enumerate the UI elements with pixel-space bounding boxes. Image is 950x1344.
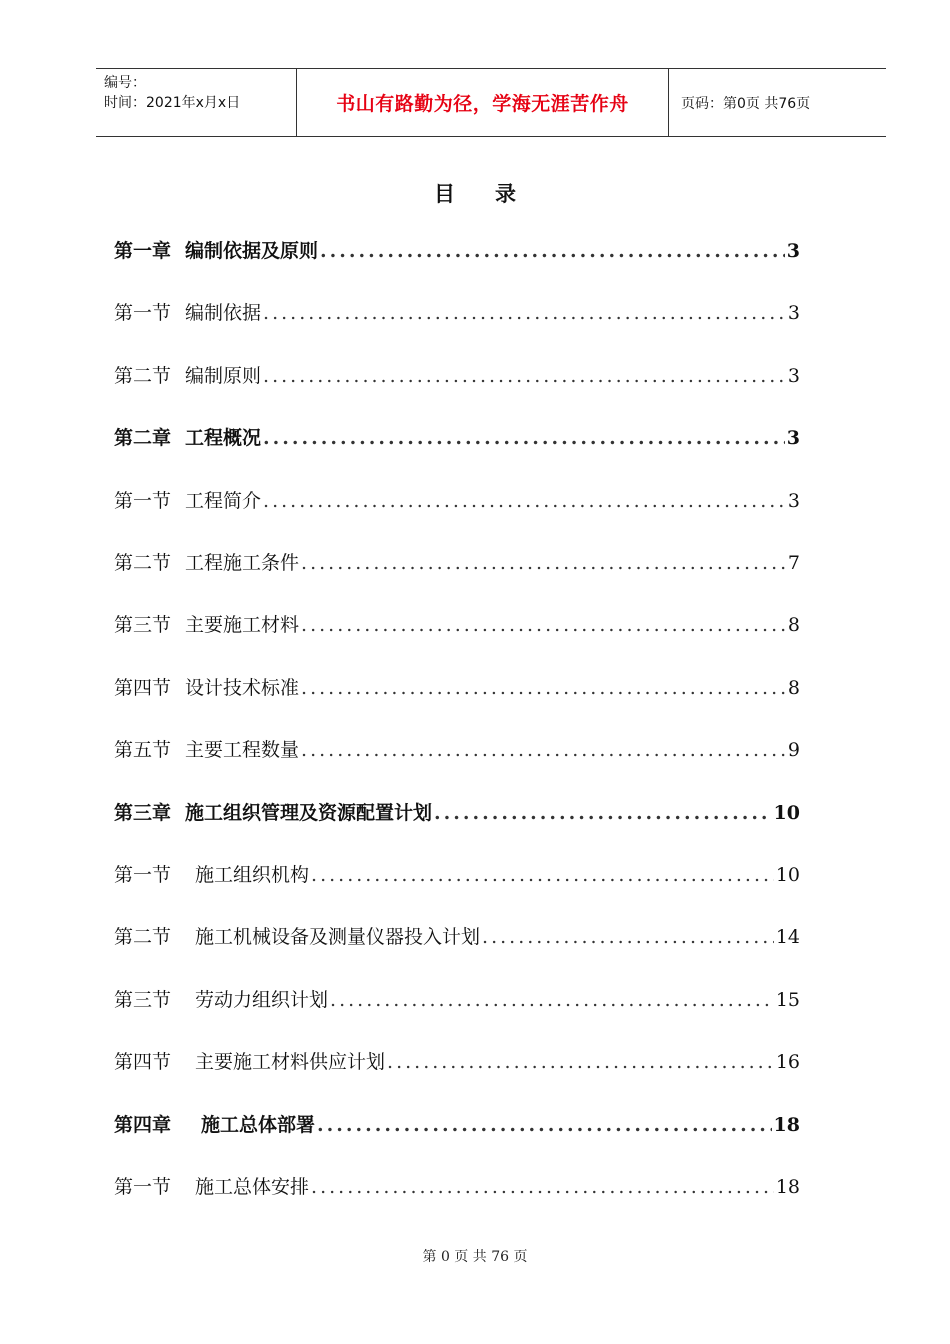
dot-leader bbox=[263, 302, 786, 324]
toc-title bbox=[0, 178, 950, 208]
dot-leader bbox=[263, 490, 786, 512]
dot-leader bbox=[301, 677, 786, 699]
toc-entry-number: 第三章 bbox=[114, 801, 172, 824]
toc-entry-number: 第四节 bbox=[114, 1051, 172, 1074]
page-footer: 第 0 页 共 76 页 bbox=[422, 1249, 528, 1265]
toc-entry[interactable] bbox=[114, 486, 800, 526]
dot-leader bbox=[320, 240, 785, 262]
code-label: 编号： bbox=[104, 75, 146, 91]
toc-entry-number: 第一节 bbox=[114, 1176, 172, 1198]
dot-leader bbox=[330, 989, 774, 1011]
toc-entry-number: 第一章 bbox=[114, 240, 172, 262]
dot-leader bbox=[263, 365, 786, 387]
dot-leader bbox=[434, 802, 772, 824]
toc-entry[interactable] bbox=[114, 798, 800, 838]
toc-entry-name: 工程概况 bbox=[185, 427, 262, 450]
toc-entry-number: 第一节 bbox=[114, 302, 172, 325]
toc-entry-number: 第四节 bbox=[114, 676, 172, 699]
toc-entry-name: 主要工程数量 bbox=[185, 739, 300, 762]
toc-entry-page: 3 bbox=[787, 364, 800, 387]
toc-entry-page: 18 bbox=[775, 1176, 800, 1198]
toc-entry-number: 第二章 bbox=[114, 427, 172, 450]
toc-entry-number: 第二节 bbox=[114, 926, 172, 949]
dot-leader bbox=[387, 1051, 774, 1073]
toc-entry[interactable] bbox=[114, 1172, 800, 1212]
toc-entry[interactable] bbox=[114, 610, 800, 650]
toc-entry-page: 3 bbox=[787, 302, 800, 325]
page-header bbox=[96, 68, 886, 137]
time-label: 时间：2021年x月x日 bbox=[104, 95, 241, 111]
toc-entry[interactable] bbox=[114, 423, 800, 463]
toc-entry-name: 施工组织管理及资源配置计划 bbox=[185, 801, 433, 824]
toc-entry[interactable] bbox=[114, 922, 800, 962]
toc-entry-page: 18 bbox=[773, 1113, 800, 1136]
dot-leader bbox=[311, 864, 774, 886]
header-motto: 书山有路勤为径，学海无涯苦作舟 bbox=[297, 69, 669, 136]
toc-entry-name: 劳动力组织计划 bbox=[195, 988, 329, 1011]
toc-entry-page: 10 bbox=[773, 801, 800, 824]
toc-entry-name: 主要施工材料 bbox=[185, 614, 300, 637]
toc-title-right: 录 bbox=[495, 181, 516, 206]
toc-entry-number: 第一节 bbox=[114, 489, 172, 512]
toc-entry-number: 第四章 bbox=[114, 1113, 172, 1136]
toc-entry[interactable] bbox=[114, 548, 800, 588]
toc-entry[interactable] bbox=[114, 860, 800, 900]
toc-entry-page: 15 bbox=[775, 988, 800, 1011]
dot-leader bbox=[301, 739, 786, 761]
toc-entry-page: 3 bbox=[787, 489, 800, 512]
toc-entry-number: 第二节 bbox=[114, 364, 172, 387]
dot-leader bbox=[317, 1114, 772, 1136]
toc-entry-page: 8 bbox=[787, 676, 800, 699]
toc-entry-name: 工程施工条件 bbox=[185, 552, 300, 574]
toc-entry-name: 施工机械设备及测量仪器投入计划 bbox=[195, 926, 481, 949]
toc-entry-name: 施工总体安排 bbox=[195, 1176, 310, 1198]
toc-entry-page: 14 bbox=[775, 926, 800, 949]
toc-entry[interactable] bbox=[114, 1047, 800, 1087]
toc-entry-page: 3 bbox=[786, 427, 800, 450]
toc-entry-page: 9 bbox=[787, 739, 800, 762]
toc-title-left: 目 bbox=[434, 181, 455, 206]
toc-entry-page: 8 bbox=[787, 614, 800, 637]
toc-entry-name: 工程简介 bbox=[185, 489, 262, 512]
toc-entry-name: 施工总体部署 bbox=[201, 1113, 316, 1136]
dot-leader bbox=[263, 427, 785, 449]
toc-entry[interactable] bbox=[114, 735, 800, 775]
toc-entry-number: 第五节 bbox=[114, 739, 172, 762]
header-page-label: 页码：第0页 共76页 bbox=[681, 95, 811, 112]
toc-entry[interactable] bbox=[114, 985, 800, 1025]
toc-entry-number: 第一节 bbox=[114, 864, 172, 886]
toc-entry[interactable] bbox=[114, 298, 800, 338]
toc-entry-page: 7 bbox=[787, 552, 800, 574]
dot-leader bbox=[311, 1176, 774, 1198]
toc-entry-number: 第二节 bbox=[114, 552, 172, 574]
toc-entry[interactable] bbox=[114, 673, 800, 713]
toc-entry-name: 施工组织机构 bbox=[195, 864, 310, 886]
toc-entry-number: 第三节 bbox=[114, 988, 172, 1011]
toc-entry-page: 10 bbox=[775, 864, 800, 886]
toc-entry-name: 主要施工材料供应计划 bbox=[195, 1051, 386, 1074]
toc-entry-name: 编制依据 bbox=[185, 302, 262, 325]
toc-entry[interactable] bbox=[114, 236, 800, 276]
toc-entry-name: 编制依据及原则 bbox=[185, 240, 319, 262]
toc-entry-page: 16 bbox=[775, 1051, 800, 1074]
toc-entry-name: 编制原则 bbox=[185, 364, 262, 387]
toc-entry-page: 3 bbox=[786, 240, 800, 262]
header-meta bbox=[96, 69, 297, 136]
dot-leader bbox=[301, 614, 786, 636]
toc-entry[interactable] bbox=[114, 1110, 800, 1150]
toc-entry[interactable] bbox=[114, 361, 800, 401]
toc-entry-number: 第三节 bbox=[114, 614, 172, 637]
toc-entry-name: 设计技术标准 bbox=[185, 676, 300, 699]
dot-leader bbox=[482, 926, 774, 948]
dot-leader bbox=[301, 552, 786, 574]
